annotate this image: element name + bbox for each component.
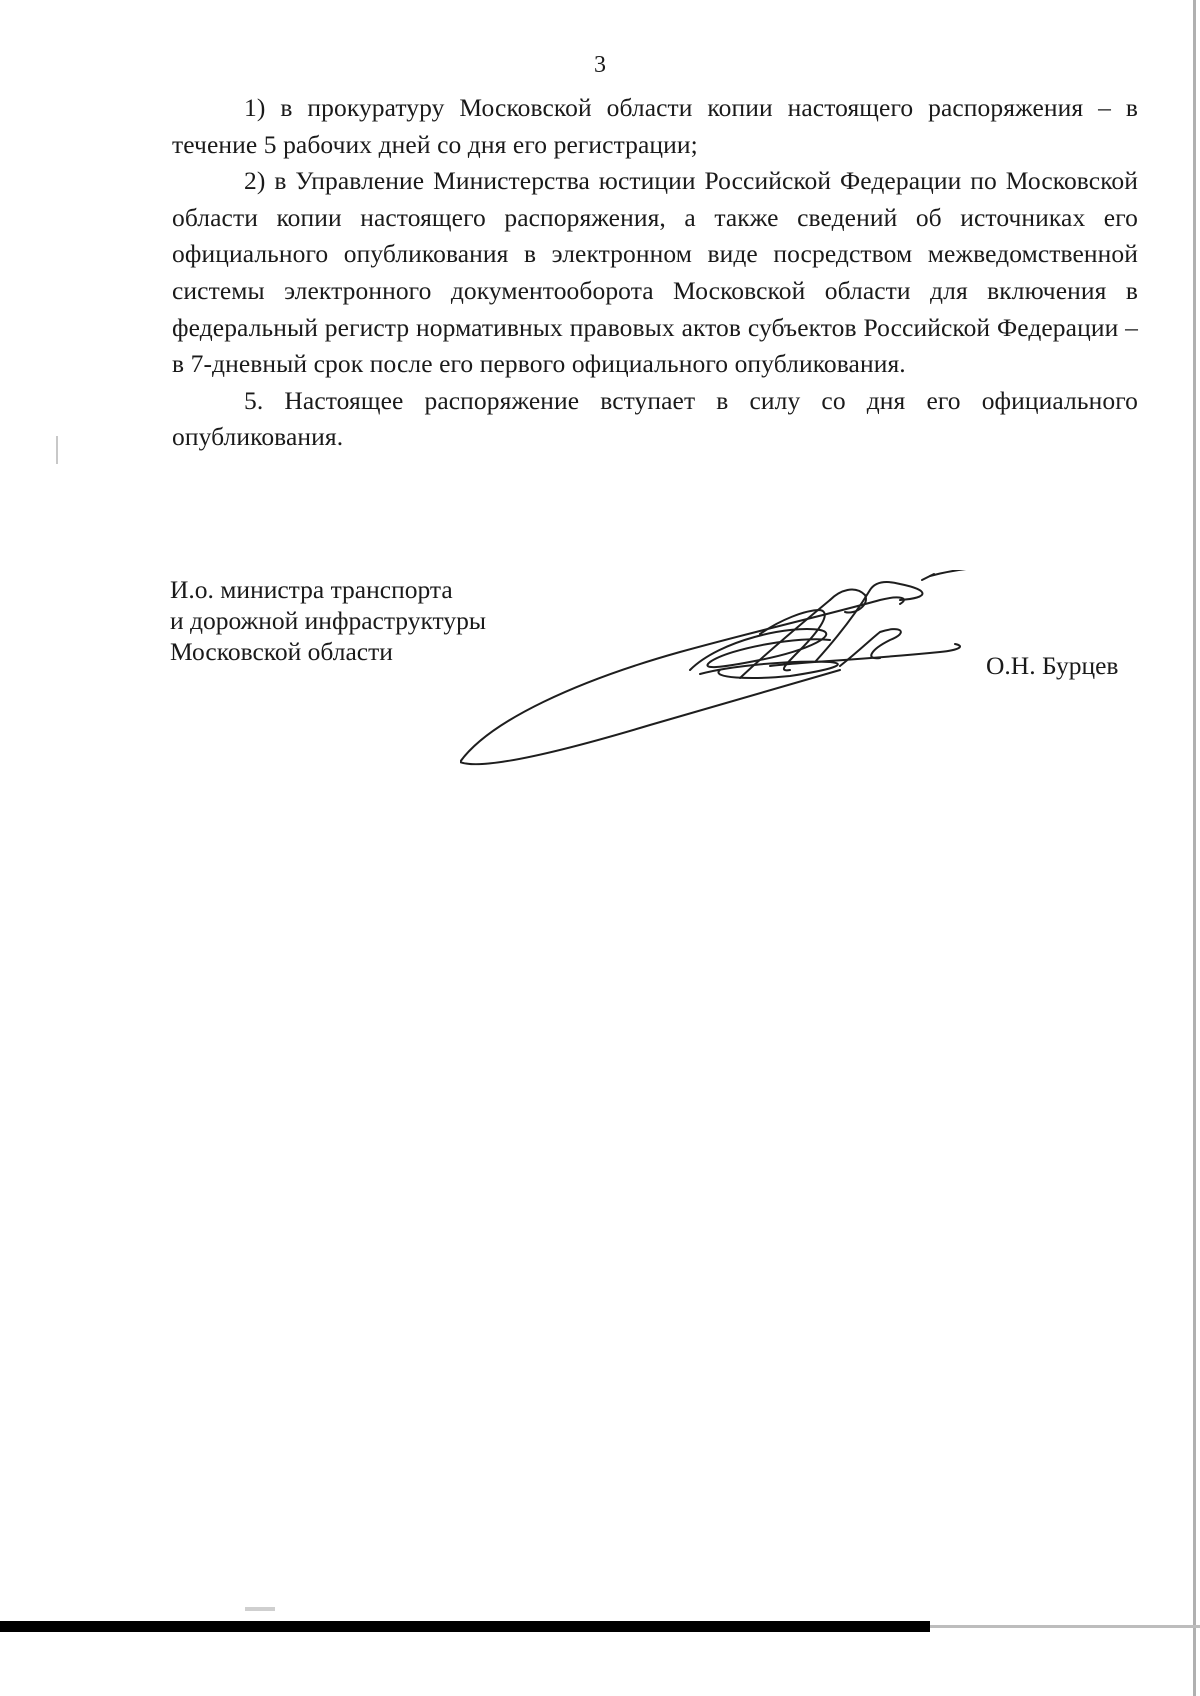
paragraph-item-2: 2) в Управление Министерства юстиции Российской Федерации по Московской области копии настоящего распоряжения, а также сведений об источниках его официального опубликования в электронном виде посредством межведомственной системы электронного документооборота Московской области для включения в федеральный регистр нормативных правовых актов субъектов Российской Федерации – в 7-дневный срок после его первого официального опубликования. xyxy=(172,166,1138,379)
paragraph-item-1: 1) в прокуратуру Московской области копии настоящего распоряжения – в течение 5 рабочих дней со дня его регистрации; xyxy=(172,93,1138,159)
document-body xyxy=(172,90,1138,456)
signatory-name: О.Н. Бурцев xyxy=(986,651,1119,680)
page-number: 3 xyxy=(594,52,606,78)
signatory-position xyxy=(170,574,486,667)
scan-bottom-bar-tail xyxy=(930,1625,1200,1628)
signatory-position-line-3: Московской области xyxy=(170,637,393,666)
scan-bottom-bar xyxy=(0,1621,930,1632)
signatory-position-line-2: и дорожной инфраструктуры xyxy=(170,606,486,635)
paragraph-item-5: 5. Настоящее распоряжение вступает в силу со дня его официального опубликования. xyxy=(172,385,1138,452)
handwritten-signature xyxy=(460,570,1060,780)
scan-mark xyxy=(56,436,58,464)
scan-smudge xyxy=(245,1607,275,1611)
scan-edge xyxy=(1193,0,1196,1696)
signatory-position-line-1: И.о. министра транспорта xyxy=(170,575,453,604)
